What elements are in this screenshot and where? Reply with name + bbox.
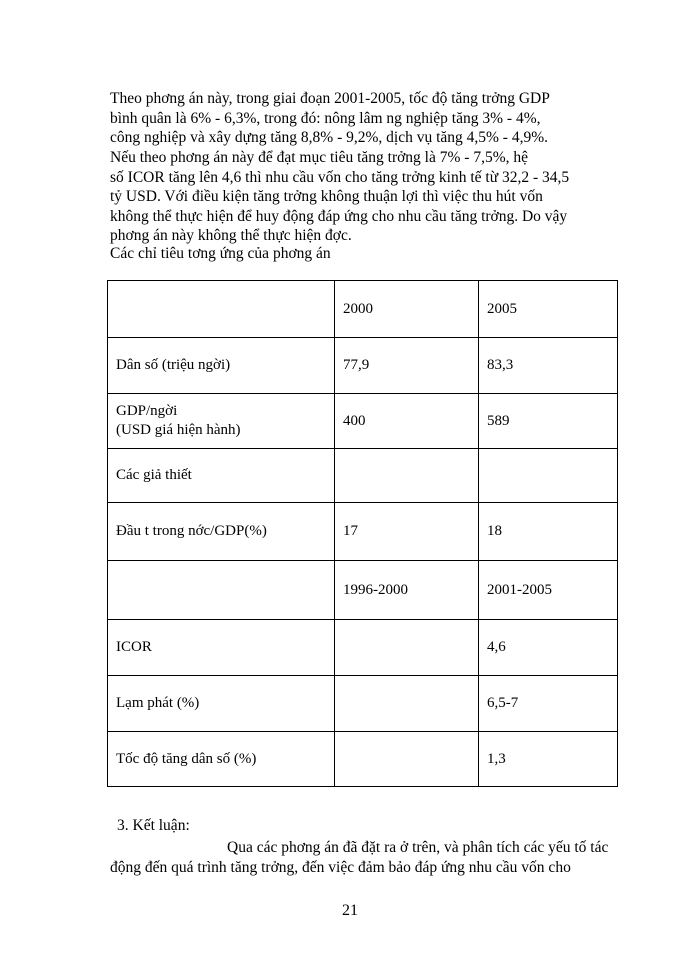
text-line: bình quân là 6% - 6,3%, trong đó: nông lâm ng nghiệp tăng 3% - 4%, (110, 109, 541, 127)
table-cell: 2005 (479, 281, 618, 338)
table-cell: 83,3 (479, 338, 618, 394)
table-cell: 400 (335, 394, 479, 449)
table-cell: ICOR (108, 620, 335, 676)
table-caption (110, 244, 602, 264)
indicators-table (107, 280, 618, 787)
table-cell: 77,9 (335, 338, 479, 394)
table-row (108, 338, 618, 394)
text-line: không thể thực hiện để huy động đáp ứng cho nhu cầu tăng trởng. Do vậy (110, 207, 568, 225)
text-line: số ICOR tăng lên 4,6 thì nhu cầu vốn cho tăng trởng kinh tế từ 32,2 - 34,5 (110, 168, 570, 186)
table-cell: 1996-2000 (335, 561, 479, 620)
table-row (108, 394, 618, 449)
table-cell: Dân số (triệu ngời) (108, 338, 335, 394)
table-cell (108, 561, 335, 620)
table-cell (335, 620, 479, 676)
table-cell (335, 676, 479, 732)
table-cell: 589 (479, 394, 618, 449)
table-row (108, 281, 618, 338)
text-line: động đến quá trình tăng trởng, đến việc đảm bảo đáp ứng nhu cầu vốn cho (110, 858, 571, 876)
text-line: Qua các phơng án đã đặt ra ở trên, và phân tích các yếu tố tác (227, 839, 609, 856)
text-line: Nếu theo phơng án này để đạt mục tiêu tăng trởng là 7% - 7,5%, hệ (110, 149, 528, 166)
table-cell: 4,6 (479, 620, 618, 676)
paragraph-scenario-capital (110, 148, 602, 246)
table-cell: 18 (479, 503, 618, 561)
table-row (108, 620, 618, 676)
paragraph-conclusion (110, 838, 609, 877)
table-row (108, 732, 618, 787)
paragraph-scenario-growth (110, 89, 602, 148)
table-cell (108, 281, 335, 338)
page-number: 21 (342, 902, 358, 919)
table-row (108, 561, 618, 620)
table-cell: 1,3 (479, 732, 618, 787)
table-cell: Các giả thiết (108, 449, 335, 503)
section-heading: 3. Kết luận: (117, 817, 190, 834)
text-line: Các chỉ tiêu tơng ứng của phơng án (110, 245, 331, 262)
table-cell: 6,5-7 (479, 676, 618, 732)
table-cell: Tốc độ tăng dân số (%) (108, 732, 335, 787)
text-line: tỷ USD. Với điều kiện tăng trởng không thuận lợi thì việc thu hút vốn (110, 188, 543, 205)
table-cell (479, 449, 618, 503)
text-line: phơng án này không thể thực hiện đợc. (110, 227, 352, 244)
table-cell: 17 (335, 503, 479, 561)
text-line: công nghiệp và xây dựng tăng 8,8% - 9,2%, dịch vụ tăng 4,5% - 4,9%. (110, 129, 549, 146)
text-line: Theo phơng án này, trong giai đoạn 2001-2005, tốc độ tăng trởng GDP (110, 90, 550, 107)
table-row (108, 676, 618, 732)
table-cell: 2001-2005 (479, 561, 618, 620)
table-cell: 2000 (335, 281, 479, 338)
table-row (108, 503, 618, 561)
table-cell: Đầu t trong nớc/GDP(%) (108, 503, 335, 561)
table-cell: Lạm phát (%) (108, 676, 335, 732)
table-cell (335, 732, 479, 787)
table-cell (335, 449, 479, 503)
table-cell: GDP/ngời (USD giá hiện hành) (108, 394, 335, 449)
table-row (108, 449, 618, 503)
